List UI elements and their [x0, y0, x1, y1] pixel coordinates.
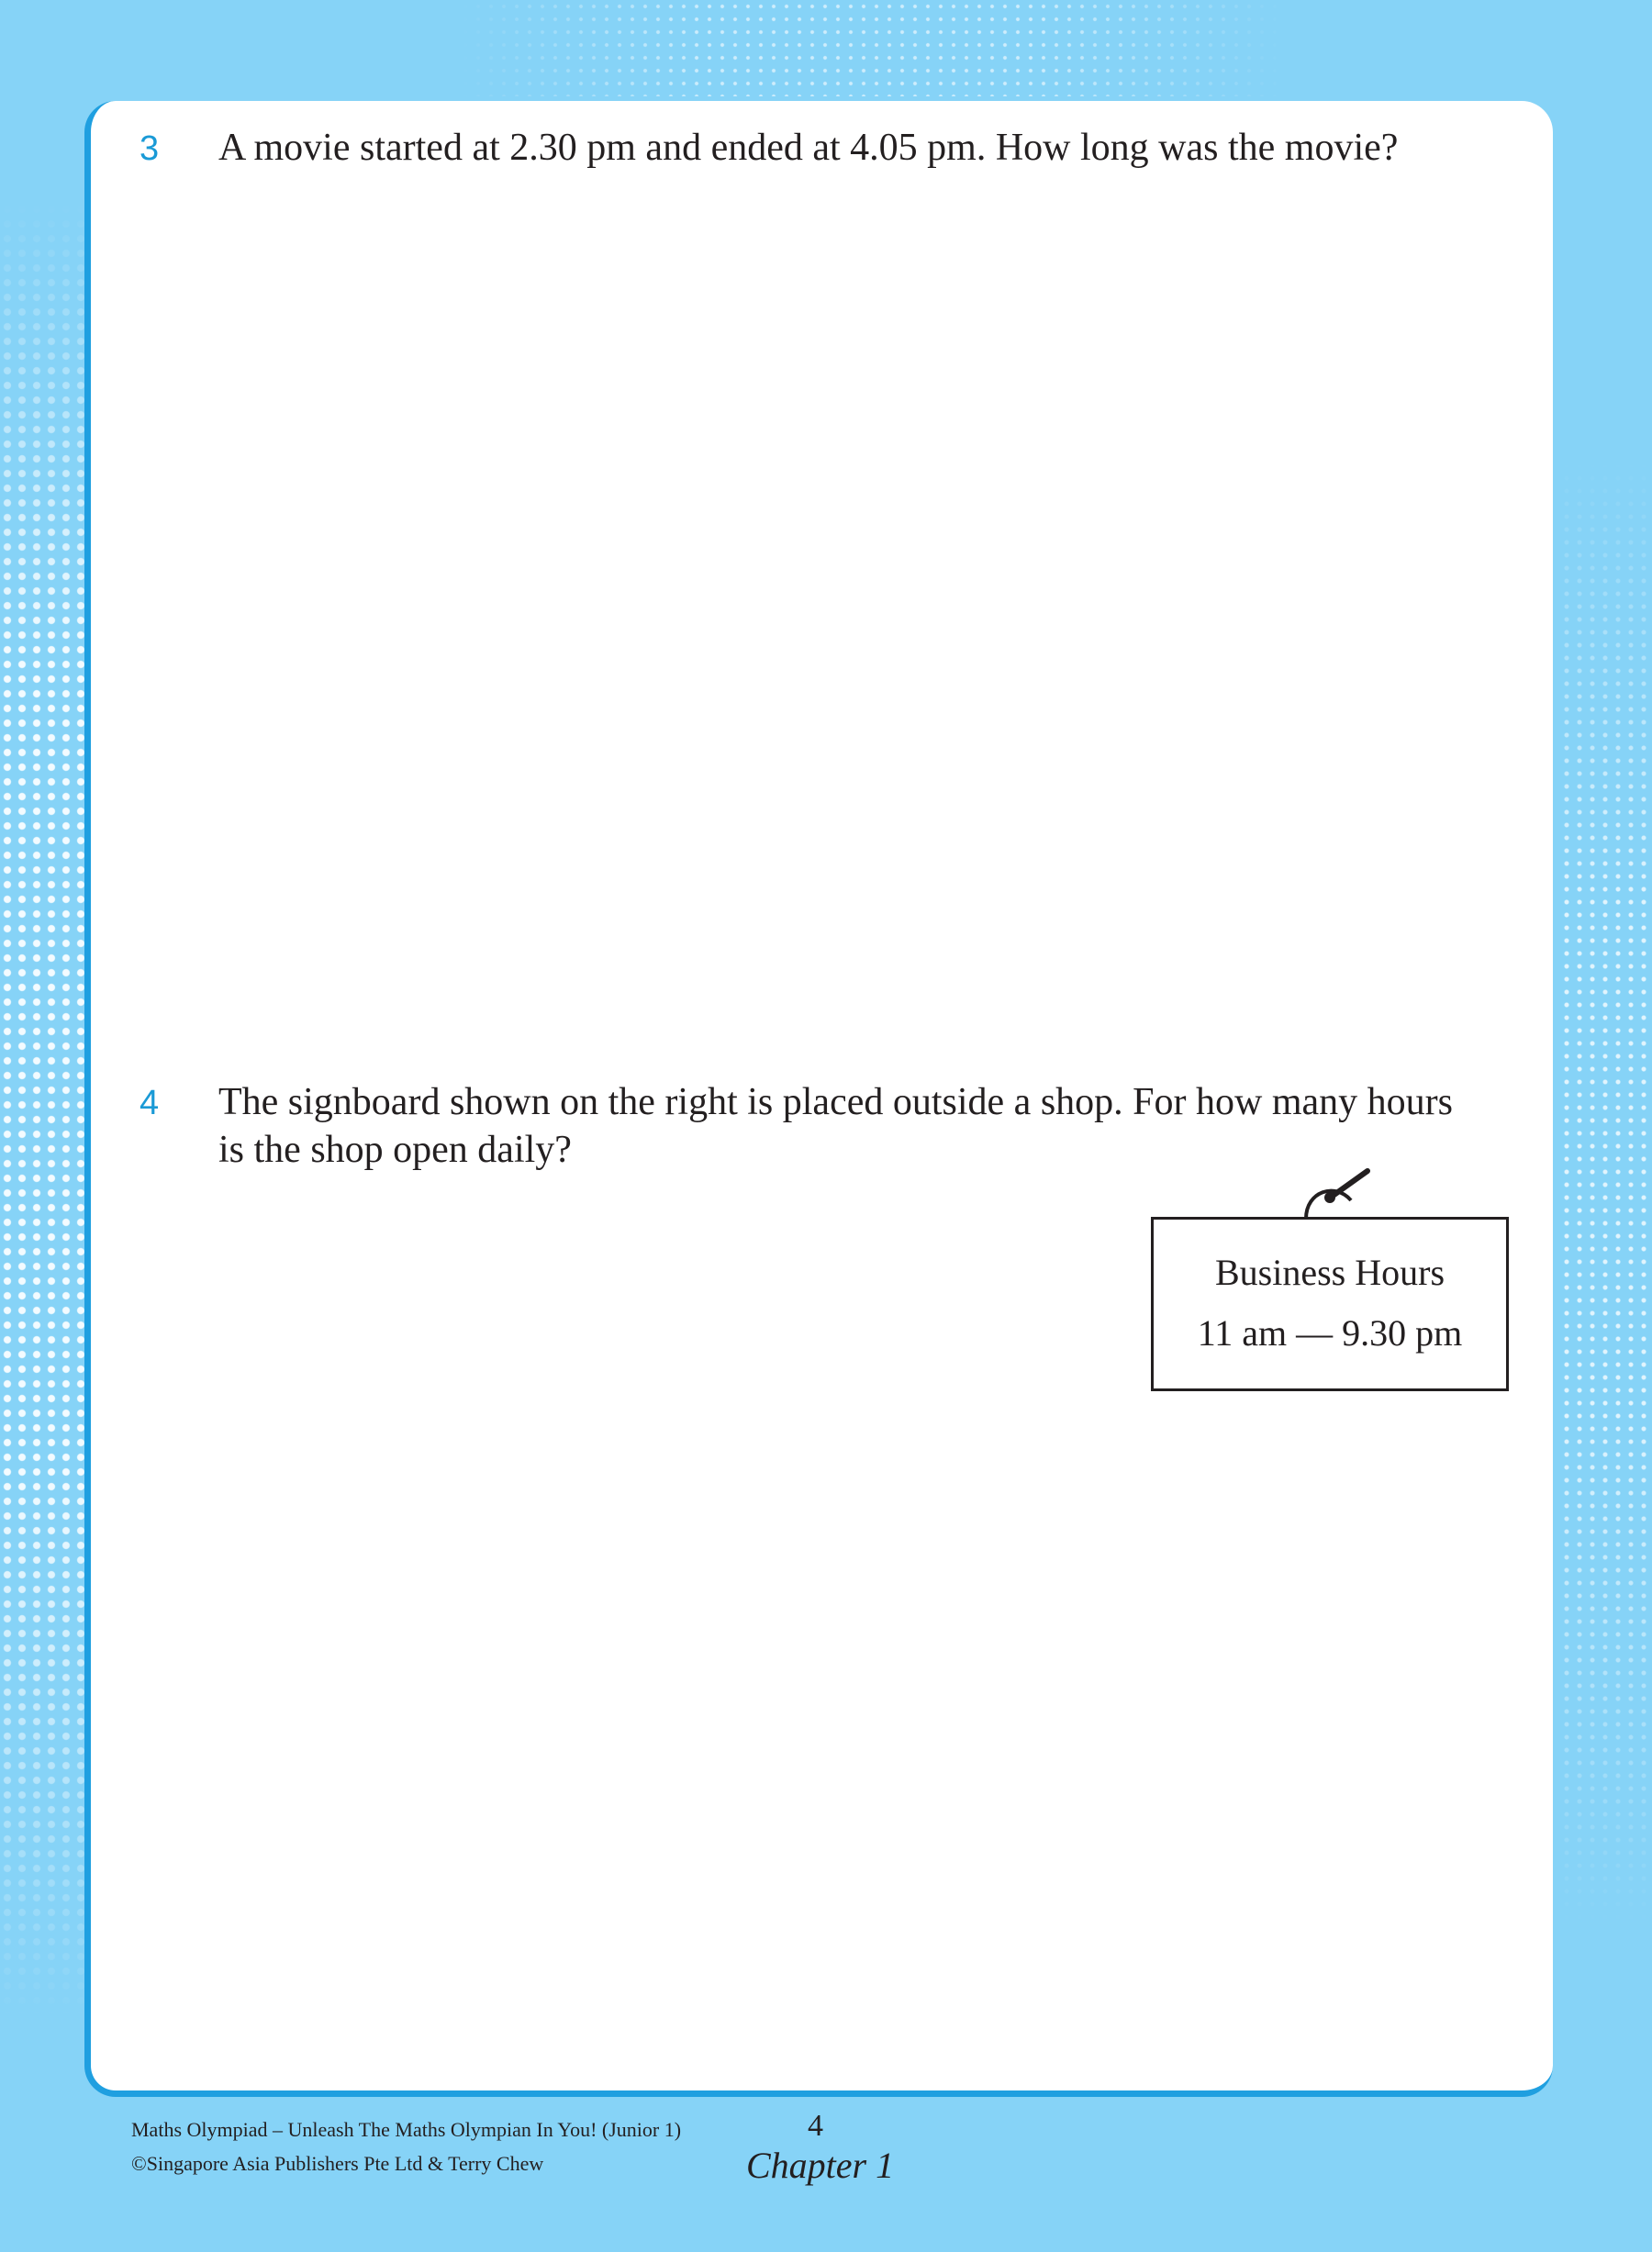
- dot-pattern-left: [0, 202, 87, 2019]
- signboard-hanger-icon: [1294, 1164, 1395, 1221]
- dot-pattern-right: [1560, 459, 1652, 1927]
- question-4-text: [218, 1078, 1453, 1174]
- chapter-label: Chapter 1: [746, 2145, 895, 2186]
- signboard-hours: 11 am — 9.30 pm: [1197, 1312, 1463, 1354]
- question-3-text: A movie started at 2.30 pm and ended at 4.05 pm. How long was the movie?: [218, 127, 1399, 169]
- question-4-text-line-1: The signboard shown on the right is placed outside a shop. For how many hours: [218, 1081, 1453, 1123]
- footer-copyright: ©Singapore Asia Publishers Pte Ltd & Terry Chew: [131, 2152, 544, 2175]
- signboard: [1151, 1217, 1509, 1391]
- question-4-text-line-2: is the shop open daily?: [218, 1129, 572, 1171]
- signboard-title: Business Hours: [1214, 1252, 1446, 1293]
- footer-book-title: Maths Olympiad – Unleash The Maths Olympian In You! (Junior 1): [131, 2118, 682, 2141]
- page-number: 4: [808, 2109, 823, 2143]
- dot-pattern-top: [459, 0, 1285, 96]
- question-3-number: 3: [140, 129, 160, 168]
- question-4-number: 4: [140, 1084, 160, 1122]
